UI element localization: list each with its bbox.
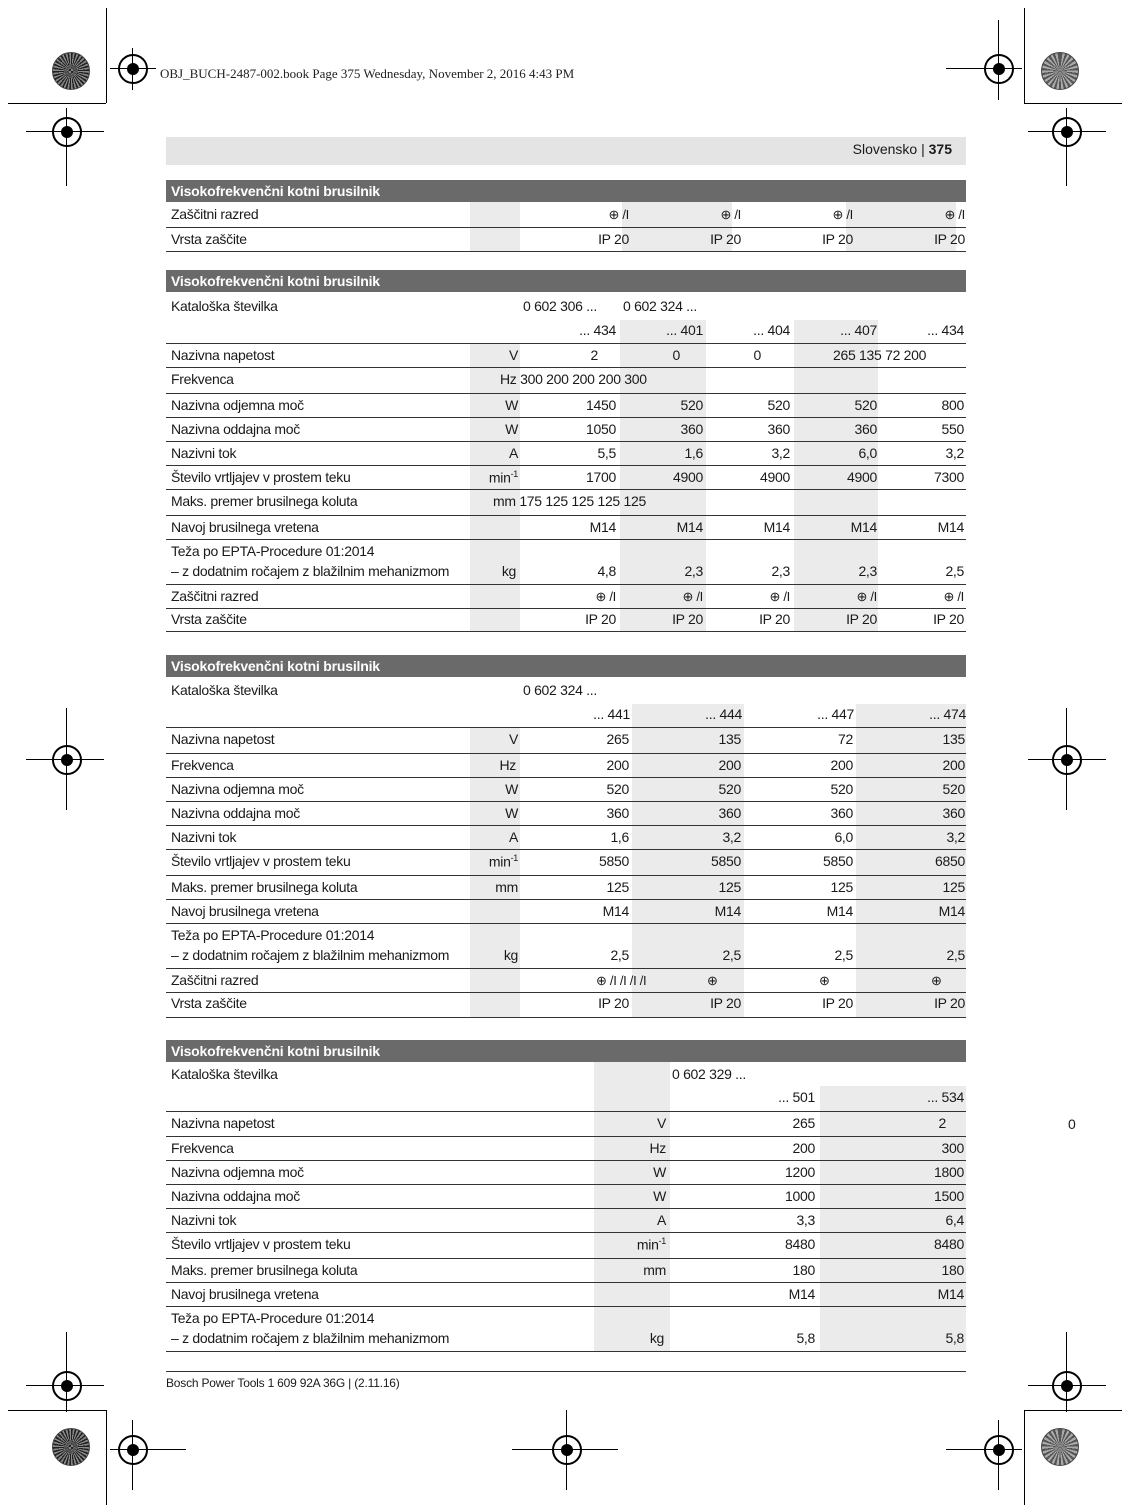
row-label: Vrsta zaščite <box>171 231 247 247</box>
table-cell: 7300 <box>934 469 964 485</box>
table-cell: 5850 <box>823 853 853 869</box>
unit: A <box>508 829 518 845</box>
row-label: Število vrtljajev v prostem teku <box>171 853 351 869</box>
table-cell: ⊕ /I /I /I /I <box>596 973 647 988</box>
row-label: Kataloška številka <box>171 1066 278 1082</box>
table-cell: ⊕ /I <box>720 207 741 222</box>
table-cell: 550 <box>941 421 964 437</box>
table-cell: IP 20 <box>822 995 853 1011</box>
table-cell: 360 <box>767 421 790 437</box>
unit: W <box>505 781 518 797</box>
table-row <box>166 585 966 609</box>
table-cell: 1,6 <box>610 829 629 845</box>
table-cell: 2,5 <box>610 947 629 963</box>
table-row <box>166 778 966 802</box>
row-label: Nazivni tok <box>171 829 237 845</box>
table-cell: 4900 <box>760 469 790 485</box>
table-cell: 3,2 <box>771 445 790 461</box>
table-cell: IP 20 <box>598 231 629 247</box>
row-label: Nazivna napetost <box>171 731 275 747</box>
unit: A <box>508 445 518 461</box>
table-row <box>166 677 966 704</box>
table-cell: 520 <box>767 397 790 413</box>
section-title: Visokofrekvenčni kotni brusilnik <box>166 1040 966 1062</box>
unit: mm <box>495 879 518 895</box>
color-disc-icon <box>52 1428 90 1466</box>
table-cell: IP 20 <box>672 611 703 627</box>
table-row <box>166 1283 966 1307</box>
row-label: Nazivna odjemna moč <box>171 397 304 413</box>
column-header: ... 501 <box>778 1089 815 1105</box>
row-label: Zaščitni razred <box>171 206 259 222</box>
table-cell: ⊕ /I <box>682 589 703 604</box>
row-label: Navoj brusilnega vretena <box>171 519 319 535</box>
row-label: Frekvenca <box>171 371 234 387</box>
table-cell: M14 <box>937 519 964 535</box>
table-cell: 6,0 <box>858 445 877 461</box>
table-cell: 265 <box>606 731 629 747</box>
row-label: Nazivna oddajna moč <box>171 1188 300 1204</box>
table-cell: IP 20 <box>933 611 964 627</box>
table-row <box>166 1137 966 1161</box>
table-cell: 135 <box>942 731 965 747</box>
table-cell: 360 <box>606 805 629 821</box>
table-cell: 125 <box>718 879 741 895</box>
table-cell: 1050 <box>586 421 616 437</box>
row-label: Nazivna oddajna moč <box>171 421 300 437</box>
table-cell: 6850 <box>935 853 965 869</box>
table-row <box>166 900 966 924</box>
row-label: Kataloška številka <box>171 682 278 698</box>
table-cell: 0 <box>672 347 680 363</box>
table-cell: M14 <box>763 519 790 535</box>
table-cell: 1000 <box>785 1188 815 1204</box>
table-cell: 1500 <box>934 1188 964 1204</box>
table-cell: 360 <box>830 805 853 821</box>
table-cell: M14 <box>937 1286 964 1302</box>
table-cell: 800 <box>941 397 964 413</box>
table-cell: 520 <box>942 781 965 797</box>
table-cell: ⊕ <box>931 973 942 988</box>
unit: A <box>656 1212 666 1228</box>
row-label: Maks. premer brusilnega koluta <box>171 879 358 895</box>
table-row <box>166 1086 966 1112</box>
page-header <box>166 137 966 165</box>
table-cell: 135 <box>718 731 741 747</box>
table-row <box>166 202 966 228</box>
table-cell: ⊕ /I <box>832 207 853 222</box>
table-cell: 6,0 <box>834 829 853 845</box>
row-label: – z dodatnim ročajem z blažilnim mehanizmom <box>171 947 450 963</box>
table-cell: IP 20 <box>759 611 790 627</box>
table-cell: IP 20 <box>710 231 741 247</box>
row-label: Število vrtljajev v prostem teku <box>171 469 351 485</box>
catalog-number: 0 602 306 ... <box>523 298 597 314</box>
unit: kg <box>501 563 516 579</box>
section-title: Visokofrekvenčni kotni brusilnik <box>166 655 966 677</box>
table-cell: 125 <box>606 879 629 895</box>
unit: W <box>653 1164 666 1180</box>
column-header: ... 434 <box>927 322 964 338</box>
table-cell: ⊕ <box>707 973 718 988</box>
table-row <box>166 993 966 1018</box>
row-label: Maks. premer brusilnega koluta <box>171 493 358 509</box>
table-row <box>166 1185 966 1209</box>
table-cell: M14 <box>788 1286 815 1302</box>
table-row <box>166 516 966 540</box>
table-row <box>166 1209 966 1233</box>
row-label: Vrsta zaščite <box>171 611 247 627</box>
table-row <box>166 728 966 754</box>
table-cell: 200 <box>830 757 853 773</box>
table-cell: ⊕ /I <box>943 589 964 604</box>
table-cell: 72 <box>838 731 853 747</box>
table-cell: 5850 <box>711 853 741 869</box>
catalog-number: 0 602 324 ... <box>623 298 697 314</box>
unit: W <box>653 1188 666 1204</box>
table-cell: 4900 <box>673 469 703 485</box>
row-label: Zaščitni razred <box>171 588 259 604</box>
table-cell: ⊕ <box>819 973 830 988</box>
table-cell: 265 135 72 200 <box>833 347 927 363</box>
table-cell: 520 <box>830 781 853 797</box>
catalog-number: 0 602 324 ... <box>523 682 597 698</box>
table-cell: M14 <box>714 903 741 919</box>
column-header: ... 407 <box>840 322 877 338</box>
table-cell: 360 <box>718 805 741 821</box>
table-cell: ⊕ /I <box>608 207 629 222</box>
row-label: Teža po EPTA-Procedure 01:2014 <box>171 1310 375 1326</box>
unit: kg <box>503 947 518 963</box>
table-cell: M14 <box>676 519 703 535</box>
table-cell: 180 <box>941 1262 964 1278</box>
row-label: – z dodatnim ročajem z blažilnim mehanizmom <box>171 1330 450 1346</box>
table-cell: 1,6 <box>684 445 703 461</box>
table-row <box>166 1259 966 1283</box>
unit: $\min^{-1}$ <box>488 853 518 870</box>
table-cell: M14 <box>589 519 616 535</box>
table-row <box>166 394 966 418</box>
table-cell: 2,5 <box>722 947 741 963</box>
table-row <box>166 826 966 850</box>
row-label: Kataloška številka <box>171 298 278 314</box>
row-label: Nazivna odjemna moč <box>171 1164 304 1180</box>
table-cell: 200 <box>942 757 965 773</box>
row-label: Nazivna napetost <box>171 347 275 363</box>
table-cell: IP 20 <box>846 611 877 627</box>
unit: V <box>508 731 518 747</box>
table-cell: 6,4 <box>945 1212 964 1228</box>
table-cell: 3,3 <box>796 1212 815 1228</box>
table-row <box>166 1112 966 1137</box>
table-row <box>166 609 966 632</box>
table-row <box>166 228 966 252</box>
table-cell: 360 <box>942 805 965 821</box>
table-cell: 1450 <box>586 397 616 413</box>
table-row <box>166 1307 966 1352</box>
table-row <box>166 876 966 900</box>
table-row <box>166 754 966 778</box>
row-label: Nazivna napetost <box>171 1115 275 1131</box>
table-cell: ⊕ /I <box>769 589 790 604</box>
unit: kg <box>649 1330 664 1346</box>
row-label: Frekvenca <box>171 757 234 773</box>
table-cell: IP 20 <box>598 995 629 1011</box>
table-cell: IP 20 <box>585 611 616 627</box>
color-disc-icon <box>52 52 90 90</box>
table-cell: IP 20 <box>934 995 965 1011</box>
table-row <box>166 1161 966 1185</box>
table-row <box>166 540 966 585</box>
table-cell: ⊕ /I <box>944 207 965 222</box>
page-footer: Bosch Power Tools 1 609 92A 36G | (2.11.16) <box>166 1376 400 1390</box>
table-cell: 1800 <box>934 1164 964 1180</box>
unit: mm <box>643 1262 666 1278</box>
page-number: 375 <box>928 141 952 157</box>
table-row <box>166 368 966 394</box>
table-cell: 2,3 <box>684 563 703 579</box>
table-row <box>166 850 966 876</box>
row-label: Teža po EPTA-Procedure 01:2014 <box>171 927 375 943</box>
table-cell: 2 <box>590 347 598 363</box>
row-label: Nazivna odjemna moč <box>171 781 304 797</box>
table-cell: 5850 <box>599 853 629 869</box>
column-header: ... 434 <box>579 322 616 338</box>
unit: W <box>505 421 518 437</box>
table-cell: 8480 <box>934 1236 964 1252</box>
table-row <box>166 490 966 516</box>
table-cell: 5,8 <box>796 1330 815 1346</box>
row-label: Frekvenca <box>171 1140 234 1156</box>
table-cell: 1700 <box>586 469 616 485</box>
table-cell: 1200 <box>785 1164 815 1180</box>
row-label: – z dodatnim ročajem z blažilnim mehanizmom <box>171 563 450 579</box>
table-cell: 520 <box>854 397 877 413</box>
section-title: Visokofrekvenčni kotni brusilnik <box>166 180 966 202</box>
table-cell: 200 <box>606 757 629 773</box>
table-cell: 300 <box>941 1140 964 1156</box>
table-row <box>166 1233 966 1259</box>
unit: V <box>656 1115 666 1131</box>
table-row <box>166 292 966 320</box>
catalog-number: 0 602 329 ... <box>672 1066 746 1082</box>
table-cell: IP 20 <box>934 231 965 247</box>
unit: $\min^{-1}$ <box>636 1236 666 1253</box>
table-cell: 125 <box>942 879 965 895</box>
table-cell: 5,8 <box>945 1330 964 1346</box>
table-row <box>166 466 966 490</box>
table-cell: 125 <box>830 879 853 895</box>
table-row <box>166 704 966 728</box>
table-cell: 2,5 <box>945 563 964 579</box>
column-header: ... 404 <box>753 322 790 338</box>
column-header: ... 474 <box>929 706 966 722</box>
row-label: Nazivni tok <box>171 1212 237 1228</box>
unit: Hz <box>649 1140 666 1156</box>
table-cell: 8480 <box>785 1236 815 1252</box>
table-cell: 2,3 <box>858 563 877 579</box>
table-cell: 0 <box>753 347 761 363</box>
row-label: Maks. premer brusilnega koluta <box>171 1262 358 1278</box>
table-cell: Hz 300 200 200 200 300 <box>500 371 647 387</box>
footer-rule <box>166 1371 966 1372</box>
header-separator: | <box>917 141 929 157</box>
table-cell: 2,5 <box>834 947 853 963</box>
unit: Hz <box>499 757 516 773</box>
unit: V <box>508 347 518 363</box>
row-label: Teža po EPTA-Procedure 01:2014 <box>171 543 375 559</box>
row-label: Nazivna oddajna moč <box>171 805 300 821</box>
table-cell: ⊕ /I <box>856 589 877 604</box>
table-cell: 520 <box>718 781 741 797</box>
row-label: Nazivni tok <box>171 445 237 461</box>
row-label: Vrsta zaščite <box>171 995 247 1011</box>
table-cell: 265 <box>792 1115 815 1131</box>
table-cell: 180 <box>792 1262 815 1278</box>
table-cell: 3,2 <box>722 829 741 845</box>
table-cell: 2,5 <box>946 947 965 963</box>
table-cell: 2 <box>938 1115 946 1131</box>
unit: $\min^{-1}$ <box>488 469 518 486</box>
table-cell: M14 <box>602 903 629 919</box>
table-cell: 200 <box>718 757 741 773</box>
table-cell: M14 <box>826 903 853 919</box>
table-cell: 360 <box>680 421 703 437</box>
table-cell: IP 20 <box>710 995 741 1011</box>
margin-note: 0 <box>1068 1116 1076 1132</box>
column-header: ... 447 <box>817 706 854 722</box>
unit: W <box>505 805 518 821</box>
section-title: Visokofrekvenčni kotni brusilnik <box>166 270 966 292</box>
table-cell: 4,8 <box>597 563 616 579</box>
table-cell: ⊕ /I <box>595 589 616 604</box>
table-cell: 2,3 <box>771 563 790 579</box>
color-disc-icon <box>1041 1428 1079 1466</box>
table-cell: 360 <box>854 421 877 437</box>
table-cell: mm 175 125 125 125 125 <box>493 493 646 509</box>
table-row <box>166 802 966 826</box>
column-header: ... 444 <box>705 706 742 722</box>
table-row <box>166 924 966 969</box>
row-label: Število vrtljajev v prostem teku <box>171 1236 351 1252</box>
row-label: Zaščitni razred <box>171 972 259 988</box>
table-row <box>166 442 966 466</box>
table-row <box>166 320 966 344</box>
table-row <box>166 969 966 993</box>
table-cell: IP 20 <box>822 231 853 247</box>
column-header: ... 441 <box>593 706 630 722</box>
table-row <box>166 418 966 442</box>
slug-line: OBJ_BUCH-2487-002.book Page 375 Wednesday, November 2, 2016 4:43 PM <box>160 66 575 81</box>
table-row <box>166 1062 966 1086</box>
table-cell: M14 <box>938 903 965 919</box>
table-cell: 5,5 <box>597 445 616 461</box>
table-cell: 3,2 <box>945 445 964 461</box>
header-language: Slovensko <box>852 141 918 157</box>
table-cell: 520 <box>680 397 703 413</box>
row-label: Navoj brusilnega vretena <box>171 1286 319 1302</box>
table-cell: 4900 <box>847 469 877 485</box>
table-cell: 200 <box>792 1140 815 1156</box>
row-label: Navoj brusilnega vretena <box>171 903 319 919</box>
table-cell: 3,2 <box>946 829 965 845</box>
table-cell: M14 <box>850 519 877 535</box>
table-row <box>166 344 966 368</box>
color-disc-icon <box>1041 52 1079 90</box>
column-header: ... 401 <box>666 322 703 338</box>
table-cell: 520 <box>606 781 629 797</box>
unit: W <box>505 397 518 413</box>
column-header: ... 534 <box>927 1089 964 1105</box>
